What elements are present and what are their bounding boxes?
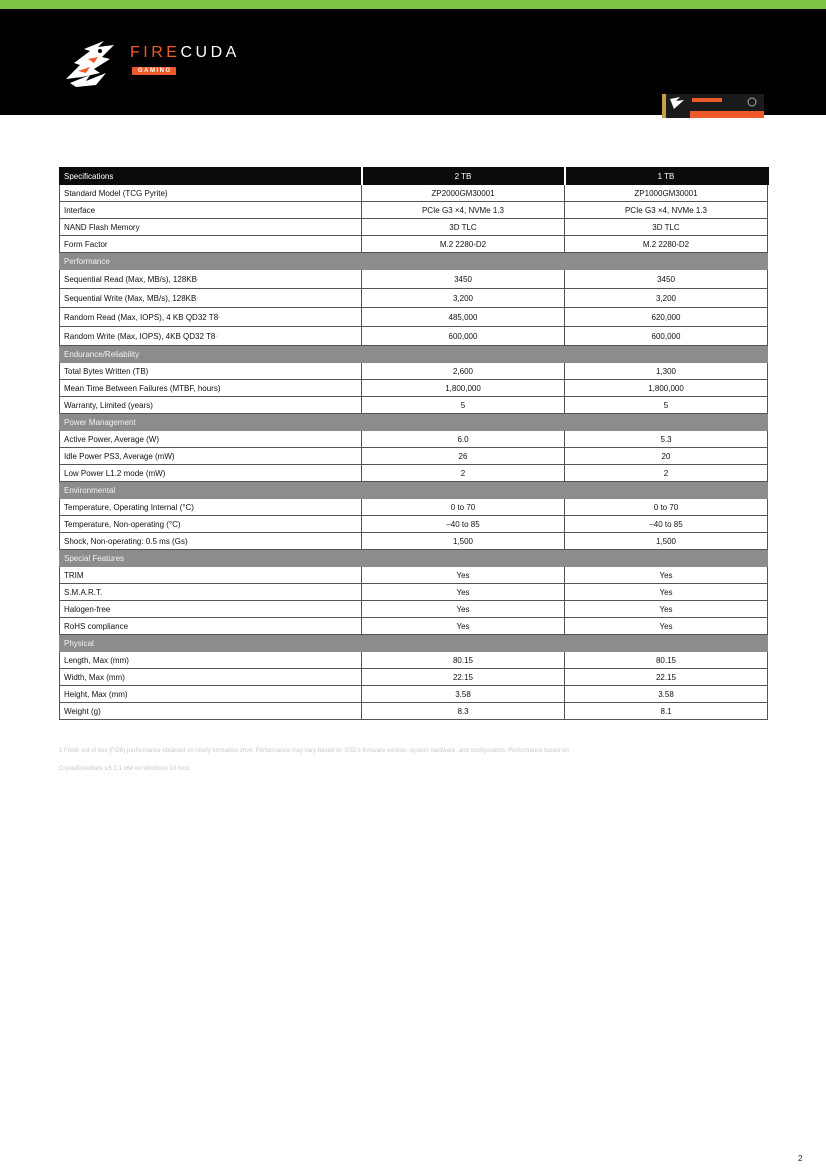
table-row [60, 584, 768, 601]
table-header-row [60, 168, 768, 185]
table-row [60, 236, 768, 253]
row-label-cell [60, 327, 362, 346]
value-1tb: 3D TLC [565, 219, 768, 236]
row-label: Sequential Write (Max, MB/s), 128KB [64, 293, 197, 303]
table-row [60, 533, 768, 550]
row-label: Halogen-free [64, 604, 111, 614]
section-label: Environmental [60, 482, 768, 499]
table-row [60, 202, 768, 219]
value-1tb: ZP1000GM30001 [565, 185, 768, 202]
row-label: Temperature, Operating Internal (°C) [64, 502, 194, 512]
top-accent-bar [0, 0, 826, 9]
table-row [60, 686, 768, 703]
section-header-row [60, 253, 768, 270]
value-1tb: PCIe G3 ×4, NVMe 1.3 [565, 202, 768, 219]
value-1tb: 1,300 [565, 363, 768, 380]
table-row [60, 652, 768, 669]
section-label: Endurance/Reliability [60, 346, 768, 363]
row-label: Idle Power PS3, Average (mW) [64, 451, 175, 461]
row-label-cell [60, 236, 362, 253]
section-label: Power Management [60, 414, 768, 431]
row-label: Low Power L1.2 mode (mW) [64, 468, 166, 478]
table-row [60, 669, 768, 686]
row-label: TRIM [64, 570, 84, 580]
table-row [60, 185, 768, 202]
section-header-row [60, 482, 768, 499]
value-1tb: 2 [565, 465, 768, 482]
row-label: S.M.A.R.T. [64, 587, 103, 597]
value-2tb: ZP2000GM30001 [362, 185, 565, 202]
value-1tb: 620,000 [565, 308, 768, 327]
value-2tb: 0 to 70 [362, 499, 565, 516]
section-header-row [60, 550, 768, 567]
value-1tb: 1,500 [565, 533, 768, 550]
row-label: Warranty, Limited (years) [64, 400, 153, 410]
value-1tb: Yes [565, 601, 768, 618]
value-2tb: 485,000 [362, 308, 565, 327]
row-label-cell [60, 289, 362, 308]
row-label-cell [60, 584, 362, 601]
table-row [60, 601, 768, 618]
header-2tb: 2 TB [362, 168, 565, 185]
table-row [60, 516, 768, 533]
row-label-cell [60, 448, 362, 465]
table-row [60, 703, 768, 720]
barracuda-logo-icon [60, 35, 124, 91]
row-label: RoHS compliance [64, 621, 129, 631]
value-2tb: 2,600 [362, 363, 565, 380]
value-1tb: 5 [565, 397, 768, 414]
table-row [60, 397, 768, 414]
header-specifications: Specifications [60, 168, 362, 185]
ssd-product-image [662, 91, 764, 119]
row-label-cell [60, 363, 362, 380]
value-1tb: 1,800,000 [565, 380, 768, 397]
row-label-cell [60, 669, 362, 686]
value-2tb: 600,000 [362, 327, 565, 346]
section-label: Performance [60, 253, 768, 270]
value-1tb: Yes [565, 567, 768, 584]
row-label-cell [60, 618, 362, 635]
value-2tb: 26 [362, 448, 565, 465]
value-2tb: 1,500 [362, 533, 565, 550]
value-2tb: 8.3 [362, 703, 565, 720]
row-label: Total Bytes Written (TB) [64, 366, 149, 376]
value-2tb: Yes [362, 601, 565, 618]
value-1tb: 0 to 70 [565, 499, 768, 516]
table-row [60, 219, 768, 236]
value-2tb: –40 to 85 [362, 516, 565, 533]
section-header-row [60, 346, 768, 363]
row-label-cell [60, 308, 362, 327]
footnote [59, 742, 759, 778]
footnote-line-1: 1 Fresh out of box (FOB) performance obtained on newly formatted drive. Performance may vary based on SSD’s firmware version, system hardware, and configuration. Performance based on [59, 748, 569, 754]
row-label: Sequential Read (Max, MB/s), 128KB [64, 274, 197, 284]
value-2tb: 2 [362, 465, 565, 482]
table-row [60, 270, 768, 289]
value-1tb: M.2 2280-D2 [565, 236, 768, 253]
table-row [60, 327, 768, 346]
section-label: Special Features [60, 550, 768, 567]
row-label: Interface [64, 205, 96, 215]
table-row [60, 431, 768, 448]
page-header [0, 9, 826, 115]
row-label-cell [60, 567, 362, 584]
section-header-row [60, 414, 768, 431]
section-label: Physical [60, 635, 768, 652]
footnote-line-2: CrystalDiskMark v.5.2.1 x64 on Windows 10 host. [59, 766, 191, 772]
footnote-marker: 1 [196, 295, 199, 300]
specifications-table [59, 167, 769, 720]
value-2tb: 22.15 [362, 669, 565, 686]
row-label-cell [60, 380, 362, 397]
footnote-marker: 1 [215, 333, 217, 338]
row-label: Shock, Non-operating: 0.5 ms (Gs) [64, 536, 188, 546]
value-2tb: 3,200 [362, 289, 565, 308]
value-2tb: Yes [362, 584, 565, 601]
row-label: Width, Max (mm) [64, 672, 125, 682]
gaming-badge: GAMING [132, 67, 176, 75]
row-label-cell [60, 202, 362, 219]
table-row [60, 499, 768, 516]
value-2tb: 6.0 [362, 431, 565, 448]
row-label: Standard Model (TCG Pyrite) [64, 188, 168, 198]
value-1tb: –40 to 85 [565, 516, 768, 533]
value-1tb: 22.15 [565, 669, 768, 686]
row-label-cell [60, 533, 362, 550]
table-row [60, 448, 768, 465]
value-1tb: 5.3 [565, 431, 768, 448]
table-row [60, 380, 768, 397]
value-1tb: Yes [565, 618, 768, 635]
value-1tb: 80.15 [565, 652, 768, 669]
value-2tb: 80.15 [362, 652, 565, 669]
row-label: NAND Flash Memory [64, 222, 140, 232]
table-row [60, 465, 768, 482]
row-label-cell [60, 431, 362, 448]
value-2tb: 1,800,000 [362, 380, 565, 397]
row-label: Length, Max (mm) [64, 655, 129, 665]
row-label-cell [60, 499, 362, 516]
row-label: Random Read (Max, IOPS), 4 KB QD32 T8 [64, 312, 219, 322]
row-label: Active Power, Average (W) [64, 434, 159, 444]
value-2tb: M.2 2280-D2 [362, 236, 565, 253]
row-label-cell [60, 219, 362, 236]
value-1tb: 3450 [565, 270, 768, 289]
value-2tb: 3450 [362, 270, 565, 289]
value-2tb: Yes [362, 567, 565, 584]
row-label: Random Write (Max, IOPS), 4KB QD32 T8 [64, 331, 216, 341]
row-label-cell [60, 686, 362, 703]
row-label: Temperature, Non-operating (°C) [64, 519, 181, 529]
firecuda-logo [60, 35, 260, 95]
value-2tb: 3D TLC [362, 219, 565, 236]
value-1tb: 600,000 [565, 327, 768, 346]
footnote-marker: 1 [196, 276, 199, 281]
row-label-cell [60, 270, 362, 289]
value-1tb: 3,200 [565, 289, 768, 308]
value-2tb: 3.58 [362, 686, 565, 703]
value-2tb: Yes [362, 618, 565, 635]
footnote-marker: 1 [218, 314, 220, 319]
row-label-cell [60, 397, 362, 414]
value-1tb: 8.1 [565, 703, 768, 720]
row-label: Form Factor [64, 239, 108, 249]
page-number: 2 [798, 1154, 803, 1163]
row-label-cell [60, 652, 362, 669]
value-2tb: PCIe G3 ×4, NVMe 1.3 [362, 202, 565, 219]
table-row [60, 567, 768, 584]
row-label: Weight (g) [64, 706, 101, 716]
value-1tb: 20 [565, 448, 768, 465]
brand-wordmark: FIRECUDA [130, 44, 240, 61]
table-row [60, 308, 768, 327]
table-row [60, 289, 768, 308]
value-1tb: Yes [565, 584, 768, 601]
row-label: Mean Time Between Failures (MTBF, hours) [64, 383, 221, 393]
table-row [60, 363, 768, 380]
row-label-cell [60, 703, 362, 720]
value-2tb: 5 [362, 397, 565, 414]
row-label: Height, Max (mm) [64, 689, 128, 699]
row-label-cell [60, 185, 362, 202]
header-1tb: 1 TB [565, 168, 768, 185]
row-label-cell [60, 465, 362, 482]
table-row [60, 618, 768, 635]
value-1tb: 3.58 [565, 686, 768, 703]
section-header-row [60, 635, 768, 652]
row-label-cell [60, 601, 362, 618]
row-label-cell [60, 516, 362, 533]
